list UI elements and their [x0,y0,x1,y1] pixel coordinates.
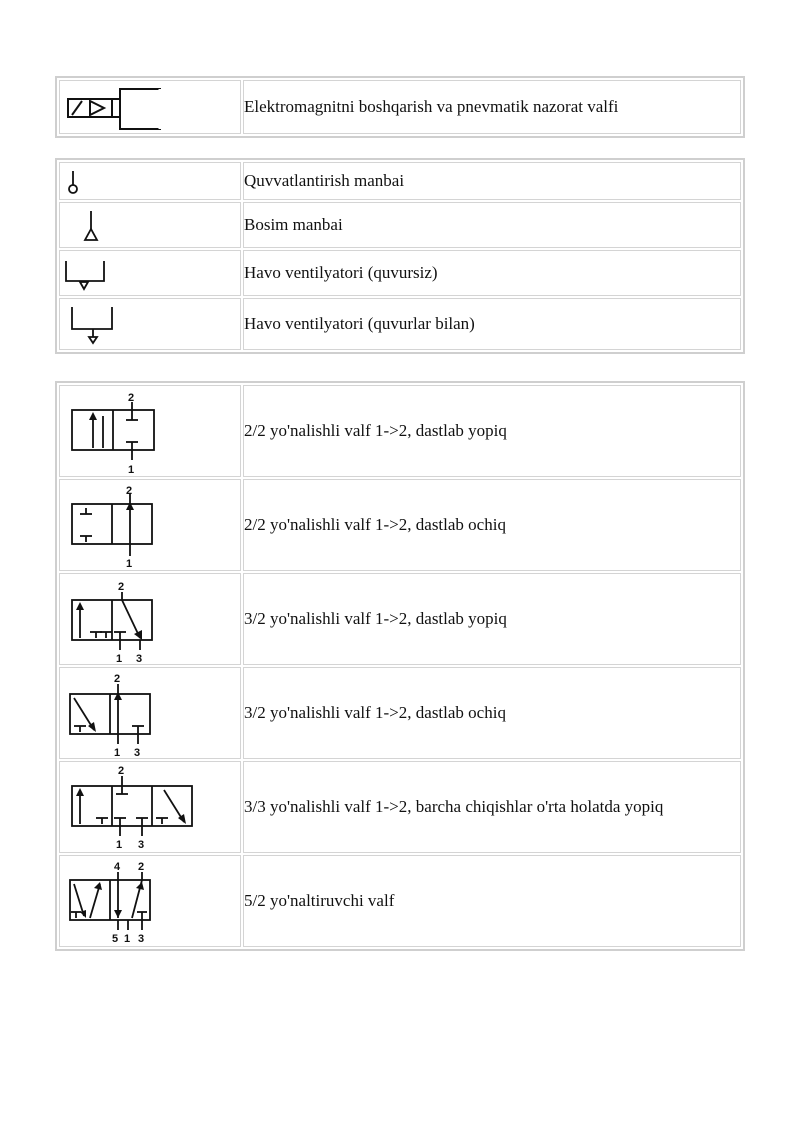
symbol-description: 3/2 yo'nalishli valf 1->2, dastlab ochiq [243,667,741,759]
symbol-cell [59,855,241,947]
symbol-description: 3/2 yo'nalishli valf 1->2, dastlab yopiq [243,573,741,665]
symbol-cell [59,202,241,248]
pressure-source-icon [60,203,240,249]
symbol-cell [59,80,241,134]
port-label: 1 [116,653,123,665]
port-label: 1 [114,747,121,759]
port-label: 1 [128,464,135,476]
table-row [59,80,741,134]
symbol-description: 2/2 yo'nalishli valf 1->2, dastlab yopiq [243,385,741,477]
symbol-description: 3/3 yo'nalishli valf 1->2, barcha chiqishlar o'rta holatda yopiq [243,761,741,853]
symbol-description: Havo ventilyatori (quvurlar bilan) [243,298,741,350]
valve-2-2-no-icon [60,480,240,572]
valve-3-2-no-icon [60,668,240,760]
port-label: 1 [116,839,123,851]
port-label: 3 [134,747,141,759]
symbol-cell [59,479,241,571]
port-label: 1 [124,933,131,945]
symbol-table-control [55,76,745,138]
port-label: 2 [114,673,121,685]
table-row [59,385,741,477]
symbol-table-valves [55,381,745,951]
exhaust-with-pipe-icon [60,299,240,351]
symbol-description: Havo ventilyatori (quvursiz) [243,250,741,296]
port-label: 4 [114,861,121,873]
port-label: 2 [126,485,133,497]
port-label: 2 [128,392,135,404]
symbol-description: Bosim manbai [243,202,741,248]
symbol-table-sources [55,158,745,354]
table-row [59,202,741,248]
symbol-description: Elektromagnitni boshqarish va pnevmatik nazorat valfi [243,80,741,134]
valve-2-2-nc-icon [60,386,240,478]
table-row [59,479,741,571]
table-row [59,855,741,947]
exhaust-no-pipe-icon [60,251,240,297]
power-source-icon [60,163,240,201]
port-label: 2 [138,861,145,873]
port-label: 1 [126,558,133,570]
port-label: 3 [138,933,145,945]
table-row [59,298,741,350]
valve-3-2-nc-icon [60,574,240,666]
port-label: 2 [118,765,125,777]
port-label: 3 [138,839,145,851]
table-row [59,761,741,853]
symbol-description: 2/2 yo'nalishli valf 1->2, dastlab ochiq [243,479,741,571]
valve-3-3-closed-center-icon [60,762,240,854]
table-row [59,250,741,296]
port-label: 2 [118,581,125,593]
valve-5-2-icon [60,856,240,948]
table-row [59,573,741,665]
symbol-cell [59,250,241,296]
table-row [59,667,741,759]
port-label: 3 [136,653,143,665]
table-row [59,162,741,200]
symbol-cell [59,162,241,200]
port-label: 5 [112,933,119,945]
symbol-cell [59,573,241,665]
symbol-cell [59,761,241,853]
symbol-description: 5/2 yo'naltiruvchi valf [243,855,741,947]
solenoid-pneumatic-control-icon [60,81,240,135]
symbol-cell [59,667,241,759]
symbol-cell [59,298,241,350]
symbol-description: Quvvatlantirish manbai [243,162,741,200]
symbol-cell [59,385,241,477]
